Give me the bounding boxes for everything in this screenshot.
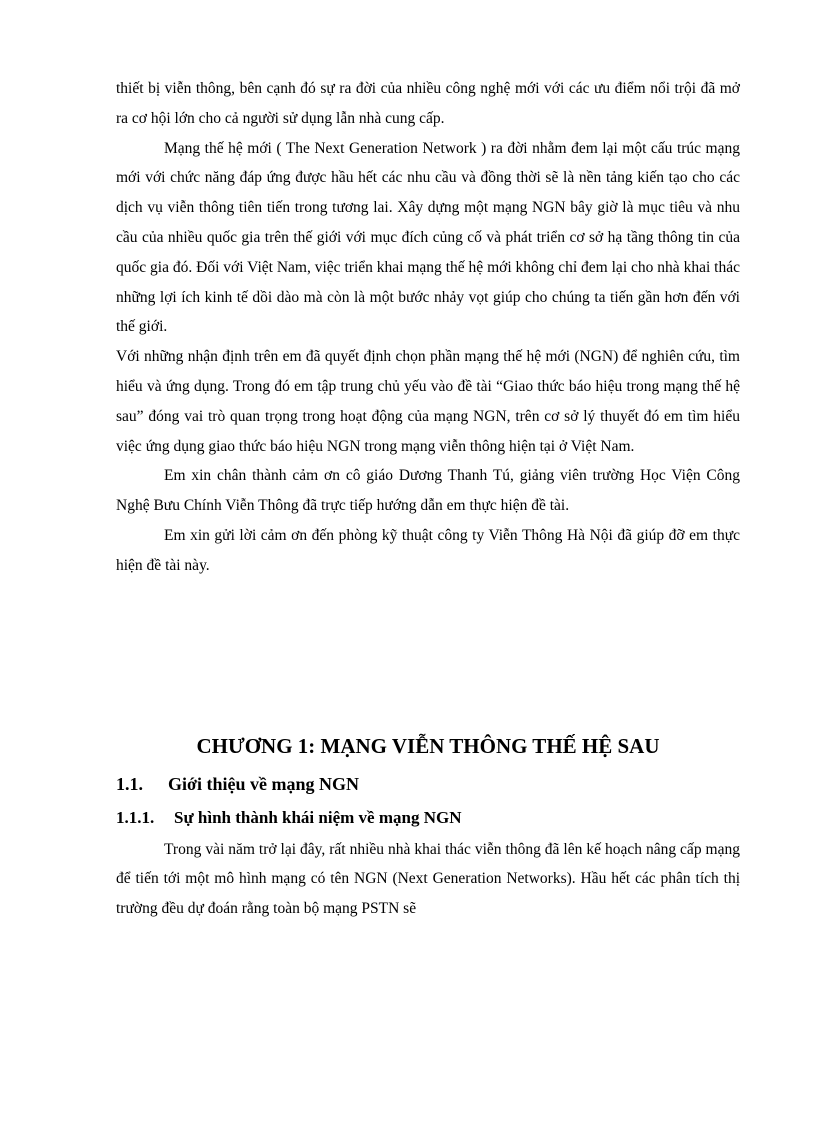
chapter-body-paragraph: Trong vài năm trở lại đây, rất nhiều nhà khai thác viễn thông đã lên kế hoạch nâng cấp mạng để tiến tới một mô hình mạng có tên NGN (Next Generation Networks). Hầu hết các phân tích thị trường đều dự đoán rằng toàn bộ mạng PSTN sẽ bbox=[116, 840, 740, 918]
page-spacer bbox=[116, 581, 740, 731]
section-title: Giới thiệu về mạng NGN bbox=[168, 773, 359, 794]
acknowledgement-paragraph-2: Em xin gửi lời cảm ơn đến phòng kỹ thuật công ty Viễn Thông Hà Nội đã giúp đỡ em thực hiện đề tài này. bbox=[116, 526, 740, 574]
chapter-title: CHƯƠNG 1: MẠNG VIỄN THÔNG THẾ HỆ SAU bbox=[196, 733, 660, 758]
acknowledgement-paragraph-1: Em xin chân thành cảm ơn cô giáo Dương Thanh Tú, giảng viên trường Học Viện Công Nghệ Bưu Chính Viễn Thông đã trực tiếp hướng dẫn em thực hiện đề tài. bbox=[116, 467, 740, 515]
subsection-title: Sự hình thành khái niệm về mạng NGN bbox=[174, 807, 462, 827]
intro-paragraph-3: Với những nhận định trên em đã quyết định chọn phần mạng thế hệ mới (NGN) để nghiên cứu, tìm hiểu và ứng dụng. Trong đó em tập trung chủ yếu vào đề tài “Giao thức báo hiệu trong mạng thế hệ sau” đóng vai trò quan trọng trong hoạt động của mạng NGN, trên cơ sở lý thuyết đó em tìm hiểu việc ứng dụng giao thức báo hiệu NGN trong mạng viễn thông hiện tại ở Việt Nam. bbox=[116, 348, 740, 455]
section-heading bbox=[116, 767, 740, 801]
subsection-heading bbox=[116, 801, 740, 835]
document-page bbox=[116, 74, 740, 924]
intro-paragraph-1: thiết bị viễn thông, bên cạnh đó sự ra đời của nhiều công nghệ mới với các ưu điểm nổi trội đã mở ra cơ hội lớn cho cả người sử dụng lẫn nhà cung cấp. bbox=[116, 80, 740, 127]
section-number: 1.1. bbox=[116, 773, 143, 794]
intro-paragraph-2: Mạng thế hệ mới ( The Next Generation Network ) ra đời nhằm đem lại một cấu trúc mạng mới với chức năng đáp ứng được hầu hết các nhu cầu và đồng thời sẽ là nền tảng kiến tạo cho các dịch vụ viễn thông tiên tiến trong tương lai. Xây dựng một mạng NGN bây giờ là mục tiêu và nhu cầu của nhiều quốc gia trên thế giới với mục đích củng cố và phát triển cơ sở hạ tầng thông tin của quốc gia đó. Đối với Việt Nam, việc triển khai mạng thế hệ mới không chỉ đem lại cho nhà khai thác những lợi ích kinh tế dồi dào mà còn là một bước nhảy vọt giúp cho chúng ta tiến gần hơn đến với thế giới. bbox=[116, 139, 740, 336]
subsection-number: 1.1.1. bbox=[116, 807, 155, 827]
